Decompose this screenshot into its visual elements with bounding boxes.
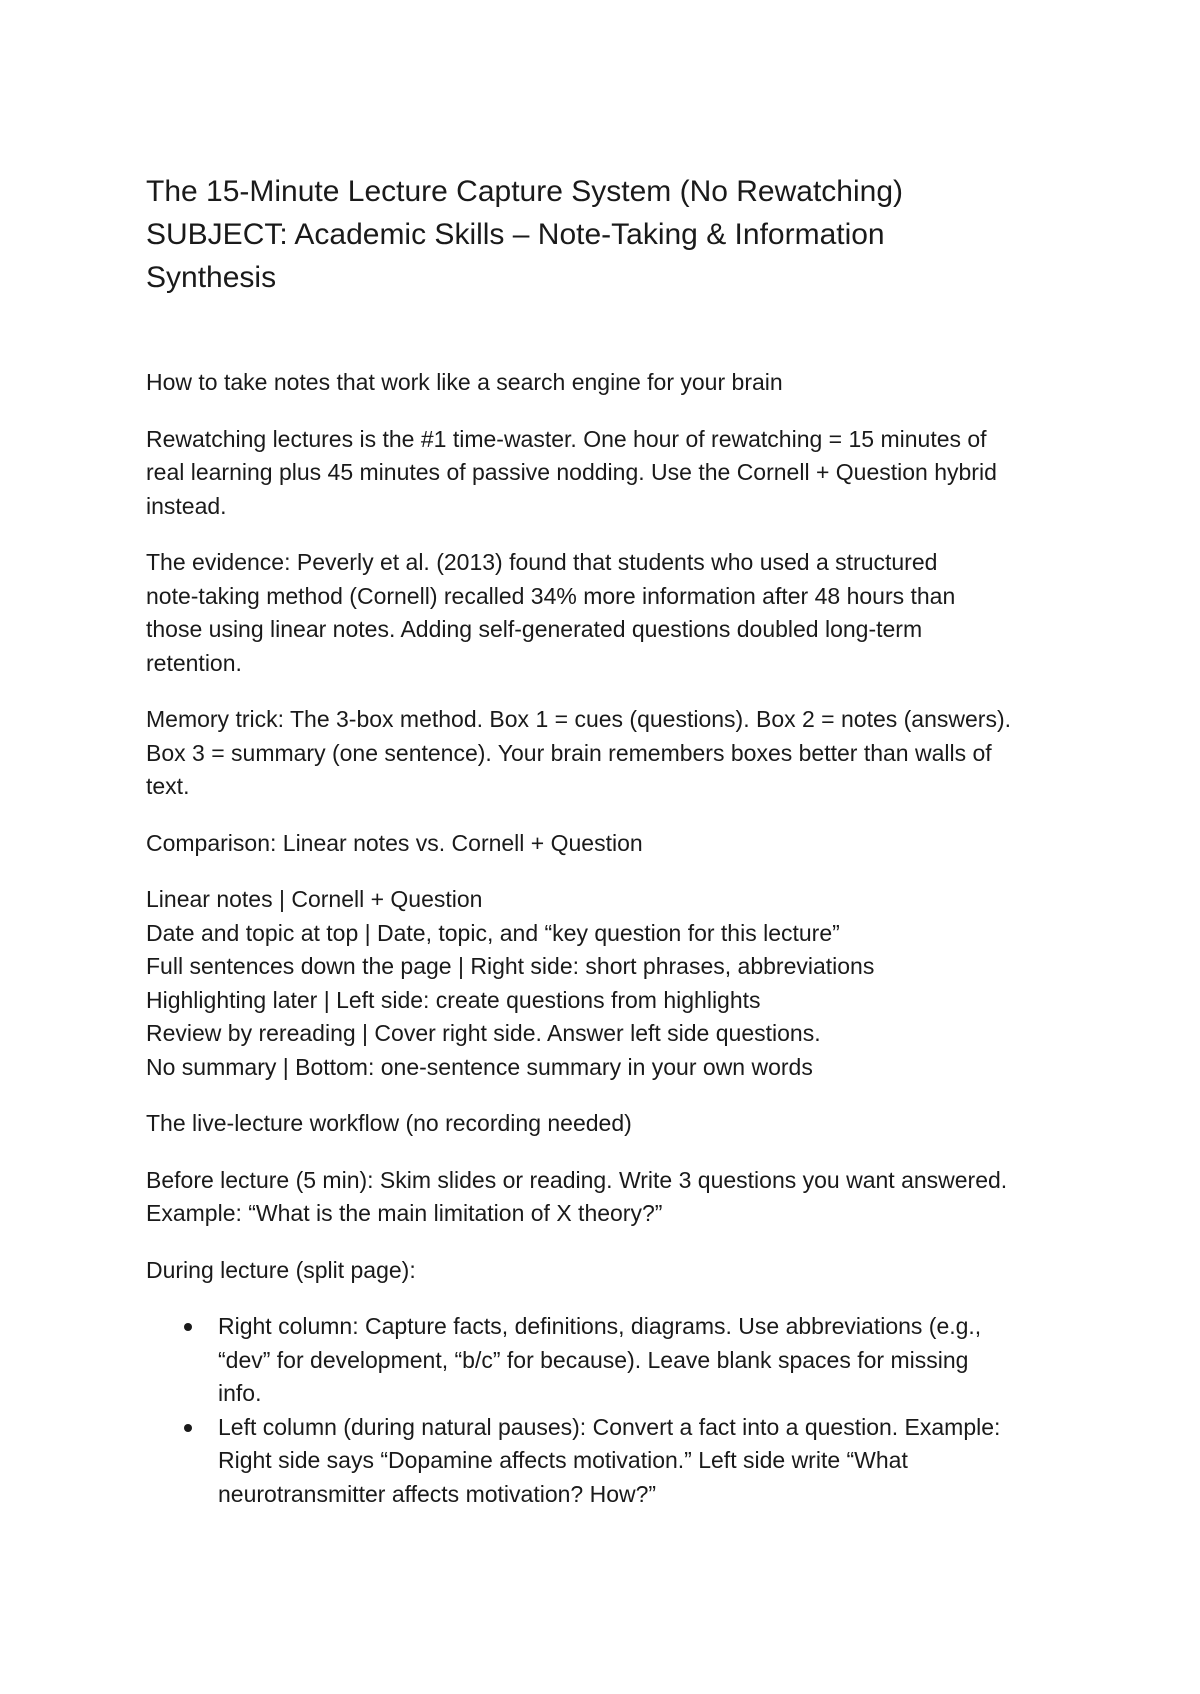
- list-item-line: “dev” for development, “b/c” for because). Leave blank spaces for missing: [218, 1346, 969, 1373]
- list-item-line: Left column (during natural pauses): Convert a fact into a question. Example:: [218, 1413, 1001, 1440]
- before-lecture-paragraph: [146, 1164, 1066, 1231]
- workflow-heading-paragraph: [146, 1107, 1066, 1141]
- intro-line: Rewatching lectures is the #1 time-waster. One hour of rewatching = 15 minutes of: [146, 425, 987, 452]
- memory-paragraph: [146, 703, 1066, 804]
- intro-paragraph: [146, 423, 1066, 524]
- list-item: [218, 1310, 1066, 1411]
- during-lecture-paragraph: [146, 1254, 1066, 1288]
- before-lecture-line: Before lecture (5 min): Skim slides or reading. Write 3 questions you want answered.: [146, 1166, 1008, 1193]
- title-line-2: SUBJECT: Academic Skills – Note-Taking & Information: [146, 218, 885, 251]
- evidence-line: The evidence: Peverly et al. (2013) found that students who used a structured: [146, 549, 938, 575]
- document-title: [146, 170, 1066, 299]
- comparison-row: Date and topic at top | Date, topic, and “key question for this lecture”: [146, 919, 840, 946]
- list-item-line: neurotransmitter affects motivation? How?”: [218, 1480, 657, 1507]
- before-lecture-line: Example: “What is the main limitation of X theory?”: [146, 1200, 663, 1226]
- list-item-line: Right column: Capture facts, definitions, diagrams. Use abbreviations (e.g.,: [218, 1313, 982, 1339]
- comparison-table: [146, 883, 1066, 1084]
- memory-line: Memory trick: The 3-box method. Box 1 = cues (questions). Box 2 = notes (answers).: [146, 706, 1012, 732]
- title-line-3: Synthesis: [146, 261, 277, 294]
- evidence-paragraph: [146, 546, 1066, 680]
- evidence-line: note-taking method (Cornell) recalled 34% more information after 48 hours than: [146, 582, 956, 609]
- list-item: [218, 1411, 1066, 1512]
- comparison-heading-paragraph: [146, 827, 1066, 861]
- comparison-row: Full sentences down the page | Right side: short phrases, abbreviations: [146, 953, 875, 979]
- comparison-row: Review by rereading | Cover right side. Answer left side questions.: [146, 1020, 821, 1046]
- evidence-line: those using linear notes. Adding self-generated questions doubled long-term: [146, 616, 923, 642]
- comparison-row: Linear notes | Cornell + Question: [146, 886, 483, 912]
- subtitle-paragraph: [146, 366, 1066, 400]
- comparison-row: Highlighting later | Left side: create questions from highlights: [146, 986, 761, 1013]
- title-line-1: The 15-Minute Lecture Capture System (No Rewatching): [146, 175, 904, 208]
- comparison-row: No summary | Bottom: one-sentence summary in your own words: [146, 1053, 813, 1080]
- subtitle: How to take notes that work like a search engine for your brain: [146, 369, 783, 395]
- workflow-heading: The live-lecture workflow (no recording needed): [146, 1110, 632, 1136]
- list-item-line: info.: [218, 1380, 262, 1406]
- evidence-line: retention.: [146, 649, 242, 676]
- during-lecture-list: [146, 1310, 1066, 1511]
- intro-line: instead.: [146, 492, 227, 519]
- intro-line: real learning plus 45 minutes of passive nodding. Use the Cornell + Question hybrid: [146, 459, 997, 485]
- during-lecture-heading: During lecture (split page):: [146, 1256, 416, 1283]
- comparison-heading: Comparison: Linear notes vs. Cornell + Question: [146, 829, 643, 856]
- memory-line: Box 3 = summary (one sentence). Your brain remembers boxes better than walls of: [146, 739, 992, 766]
- document-body: [146, 366, 1066, 1511]
- memory-line: text.: [146, 773, 190, 799]
- list-item-line: Right side says “Dopamine affects motivation.” Left side write “What: [218, 1447, 908, 1473]
